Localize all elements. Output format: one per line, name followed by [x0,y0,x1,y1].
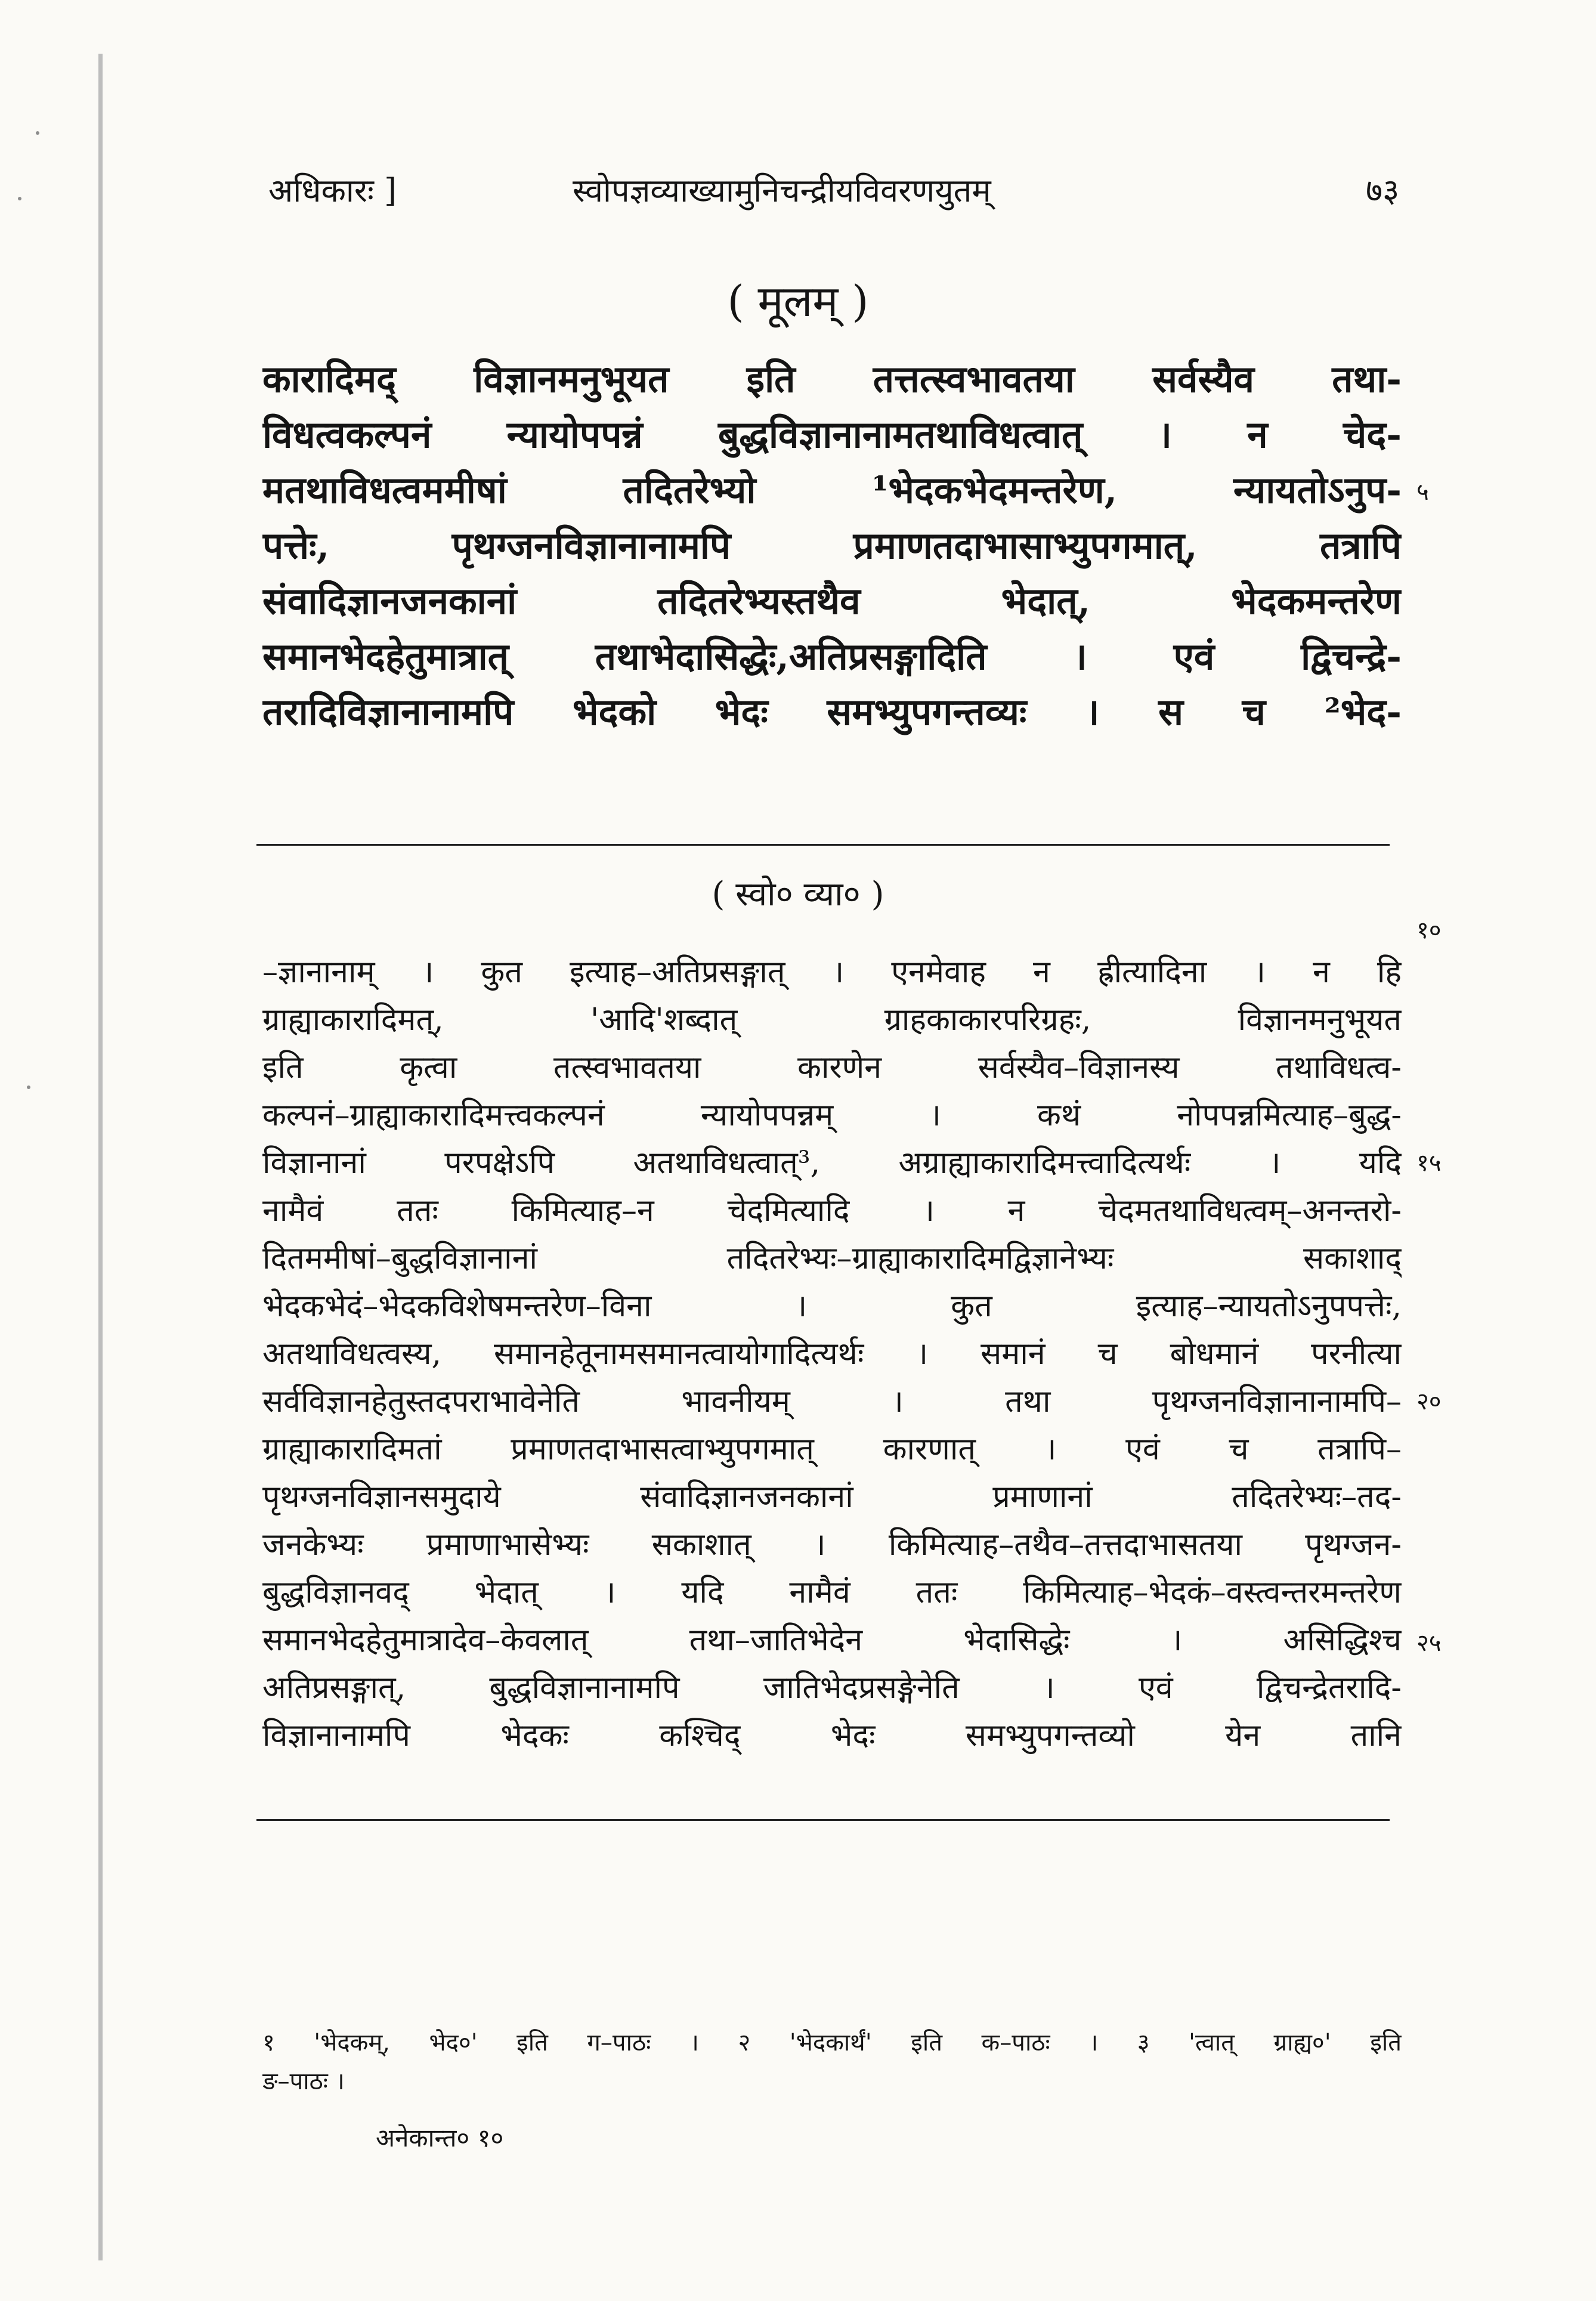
footnote-line: १ 'भेदकम्, भेद०' इति ग–पाठः । २ 'भेदकार्थं' इति क–पाठः । ३ 'त्वात् ग्राह्य०' इति [262,2029,1402,2056]
mul-section-label: ( मूलम् ) [727,276,869,326]
commentary-line: विज्ञानानां परपक्षेऽपि अतथाविधत्वात्³, अग्राह्याकारादिमत्त्वादित्यर्थः । यदि [262,1145,1402,1181]
margin-line-number: २५ [1416,1629,1442,1657]
page-number: ७३ [1366,172,1400,209]
scan-speck [27,1085,30,1089]
margin-line-number: १५ [1416,1149,1442,1177]
footnote-divider [256,1819,1390,1821]
scan-speck [18,197,21,200]
commentary-section-label: ( स्वो० व्या० ) [712,875,884,914]
commentary-line: ग्राह्याकारादिमत्, 'आदि'शब्दात् ग्राहकाकारपरिग्रहः, विज्ञानमनुभूयत [262,1002,1402,1038]
footnote-line: ङ–पाठः । [262,2068,345,2095]
commentary-line: पृथग्जनविज्ञानसमुदाये संवादिज्ञानजनकानां प्रमाणानां तदितरेभ्यः–तद- [262,1479,1402,1515]
margin-line-number: ५ [1416,478,1429,506]
commentary-line: कल्पनं–ग्राह्याकारादिमत्त्वकल्पनं न्यायोपपन्नम् । कथं नोपपन्नमित्याह–बुद्ध- [262,1097,1402,1133]
mul-line: तरादिविज्ञानानामपि भेदको भेदः समभ्युपगन्तव्यः । स च ²भेद- [262,690,1402,734]
commentary-line: बुद्धविज्ञानवद् भेदात् । यदि नामैवं ततः किमित्याह–भेदकं–वस्त्वन्तरमन्तरेण [262,1575,1402,1610]
commentary-line: समानभेदहेतुमात्रादेव–केवलात् तथा–जातिभेदेन भेदासिद्धेः । असिद्धिश्च [262,1622,1402,1658]
scan-speck [36,131,39,135]
signature-mark: अनेकान्त० १० [376,2123,504,2152]
commentary-line: –ज्ञानानाम् । कुत इत्याह–अतिप्रसङ्गात् । एनमेवाह न ह्रीत्यादिना । न हि [262,954,1402,990]
commentary-line: नामैवं ततः किमित्याह–न चेदमित्यादि । न चेदमतथाविधत्वम्–अनन्तरो- [262,1193,1402,1229]
margin-line-number: १० [1416,917,1442,944]
mul-line: कारादिमद् विज्ञानमनुभूयत इति तत्तत्स्वभावतया सर्वस्यैव तथा- [262,357,1402,401]
running-header-title: स्वोपज्ञव्याख्यामुनिचन्द्रीयविवरणयुतम् [573,172,991,209]
commentary-line: जनकेभ्यः प्रमाणाभासेभ्यः सकाशात् । किमित्याह–तथैव–तत्तदाभासतया पृथग्जन- [262,1527,1402,1563]
running-header-left: अधिकारः ] [268,172,397,209]
commentary-line: विज्ञानानामपि भेदकः कश्चिद् भेदः समभ्युपगन्तव्यो येन तानि [262,1718,1402,1753]
commentary-line: अतथाविधत्वस्य, समानहेतूनामसमानत्वायोगादित्यर्थः । समानं च बोधमानं परनीत्या [262,1336,1402,1372]
commentary-line: अतिप्रसङ्गात्, बुद्धविज्ञानानामपि जातिभेदप्रसङ्गेनेति । एवं द्विचन्द्रेतरादि- [262,1670,1402,1706]
mul-line: समानभेदहेतुमात्रात् तथाभेदासिद्धेः,अतिप्रसङ्गादिति । एवं द्विचन्द्रे- [262,635,1402,678]
commentary-line: ग्राह्याकारादिमतां प्रमाणतदाभासत्वाभ्युपगमात् कारणात् । एवं च तत्रापि– [262,1431,1402,1467]
mul-line: पत्तेः, पृथग्जनविज्ञानानामपि प्रमाणतदाभासाभ्युपगमात्, तत्रापि [262,524,1402,567]
section-divider [256,844,1390,846]
mul-line: विधत्वकल्पनं न्यायोपपन्नं बुद्धविज्ञानानामतथाविधत्वात् । न चेद- [262,413,1402,456]
mul-line: संवादिज्ञानजनकानां तदितरेभ्यस्तथैव भेदात्, भेदकमन्तरेण [262,579,1402,623]
margin-line-number: २० [1416,1388,1442,1415]
mul-line: मतथाविधत्वममीषां तदितरेभ्यो ¹भेदकभेदमन्तरेण, न्यायतोऽनुप- [262,468,1402,512]
commentary-line: दितममीषां–बुद्धविज्ञानानां तदितरेभ्यः–ग्राह्याकारादिमद्विज्ञानेभ्यः सकाशाद् [262,1241,1402,1276]
commentary-line: सर्वविज्ञानहेतुस्तदपराभावेनेति भावनीयम् । तथा पृथग्जनविज्ञानानामपि– [262,1384,1402,1419]
commentary-line: भेदकभेदं–भेदकविशेषमन्तरेण–विना । कुत इत्याह–न्यायतोऽनुपपत्तेः, [262,1288,1402,1324]
commentary-line: इति कृत्वा तत्स्वभावतया कारणेन सर्वस्यैव–विज्ञानस्य तथाविधत्व- [262,1050,1402,1085]
page-binding-edge [98,54,103,2260]
